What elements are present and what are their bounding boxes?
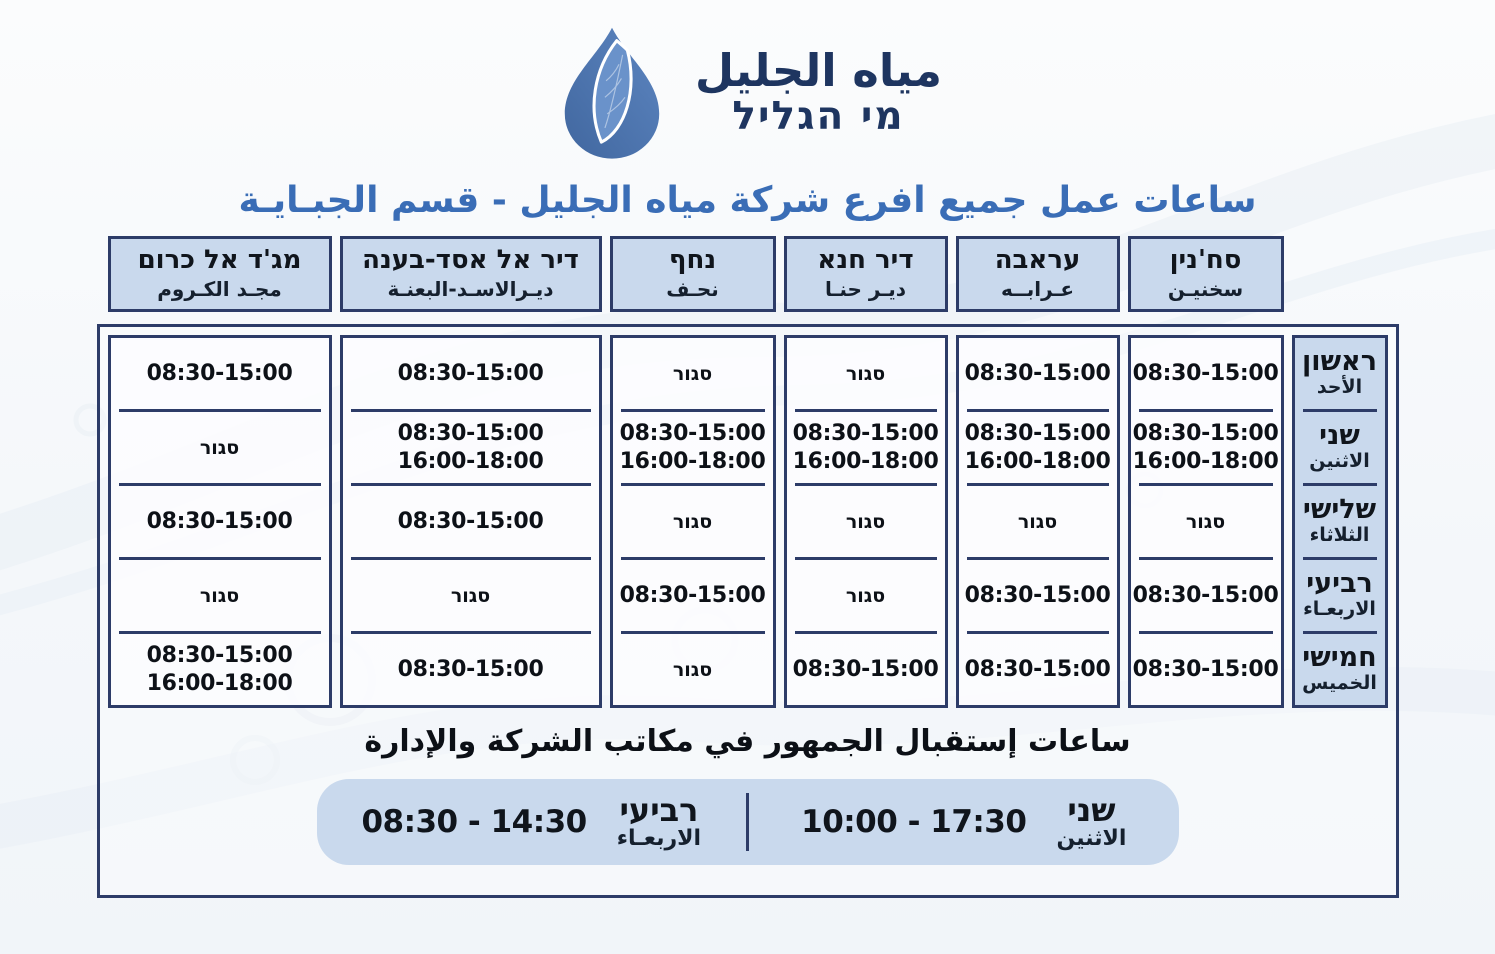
- time-range: 16:00-18:00: [964, 448, 1111, 474]
- time-range: 08:30-15:00: [964, 656, 1111, 682]
- schedule-cell: [787, 560, 945, 631]
- schedule-cell: [111, 634, 329, 705]
- time-range: 08:30-15:00: [146, 642, 293, 668]
- day-label-1: [1295, 412, 1385, 483]
- slot-divider: [746, 793, 749, 851]
- time-range: 08:30-15:00: [1132, 656, 1279, 682]
- logo-text: [695, 45, 942, 140]
- time-range: 08:30-15:00: [964, 582, 1111, 608]
- schedule-cell: [613, 634, 773, 705]
- header-spacer: [1292, 236, 1388, 312]
- closed-label: סגור: [1185, 510, 1226, 533]
- schedule-cell: [613, 560, 773, 631]
- time-range: 16:00-18:00: [619, 448, 766, 474]
- time-range: 08:30-15:00: [792, 656, 939, 682]
- slot-time: 08:30 - 14:30: [361, 804, 587, 840]
- closed-label: סגור: [199, 436, 240, 459]
- logo-title-arabic: مياه الجليل: [694, 43, 943, 97]
- branch-header-row: [97, 236, 1399, 312]
- schedule-outer-box: [97, 324, 1399, 898]
- day-name-hebrew: שלישי: [1302, 493, 1377, 525]
- branch-name-arabic: ديـر حنـا: [825, 276, 906, 301]
- branch-column-1: [956, 335, 1120, 708]
- day-label-3: [1295, 560, 1385, 631]
- slot-day-labels: [1056, 790, 1127, 851]
- time-range: 08:30-15:00: [397, 656, 544, 682]
- schedule-cell: [959, 634, 1117, 705]
- branch-name-arabic: مجـد الكـروم: [157, 276, 282, 301]
- day-label-column: [1292, 335, 1388, 708]
- branch-name-arabic: نحـف: [666, 276, 719, 301]
- day-label-4: [1295, 634, 1385, 705]
- slot-day-labels: [616, 790, 702, 851]
- company-logo: [0, 0, 1495, 160]
- day-name-hebrew: ראשון: [1302, 345, 1377, 377]
- schedule-cell: [111, 412, 329, 483]
- schedule-cell: [787, 338, 945, 409]
- branch-column-0: [1128, 335, 1284, 708]
- day-name-arabic: الاربعـاء: [1303, 598, 1376, 621]
- schedule-cell: [959, 486, 1117, 557]
- time-range: 16:00-18:00: [146, 670, 293, 696]
- time-range: 16:00-18:00: [397, 448, 544, 474]
- reception-section: [108, 708, 1388, 887]
- schedule-cell: [111, 560, 329, 631]
- reception-title: ساعات إستقبال الجمهور في مكاتب الشركة والإدارة: [364, 724, 1131, 759]
- time-range: 08:30-15:00: [964, 360, 1111, 386]
- schedule-cell: [959, 338, 1117, 409]
- day-name-arabic: الأحد: [1316, 376, 1363, 399]
- reception-pill: [317, 779, 1179, 865]
- branch-header-3: [610, 236, 776, 312]
- schedule-cell: [343, 560, 599, 631]
- schedule-cell: [343, 412, 599, 483]
- day-name-arabic: الاثنين: [1309, 450, 1370, 473]
- time-range: 08:30-15:00: [1132, 360, 1279, 386]
- schedule-cell: [613, 338, 773, 409]
- time-range: 08:30-15:00: [397, 508, 544, 534]
- branch-column-2: [784, 335, 948, 708]
- time-range: 08:30-15:00: [397, 420, 544, 446]
- slot-time: 10:00 - 17:30: [801, 804, 1027, 840]
- closed-label: סגור: [199, 584, 240, 607]
- closed-label: סגור: [845, 362, 886, 385]
- time-range: 08:30-15:00: [146, 360, 293, 386]
- schedule-cell: [343, 634, 599, 705]
- day-name-arabic: الثلاثاء: [1309, 524, 1370, 547]
- slot-day-hebrew: שני: [1067, 790, 1116, 829]
- water-drop-leaf-icon: [553, 24, 671, 160]
- slot-day-hebrew: רביעי: [619, 790, 699, 829]
- branch-name-arabic: ديـرالاسـد-البعنـة: [387, 276, 554, 301]
- schedule-cell: [787, 412, 945, 483]
- day-name-hebrew: חמישי: [1302, 641, 1377, 673]
- schedule-cell: [1131, 338, 1281, 409]
- schedule-cell: [613, 486, 773, 557]
- closed-label: סגור: [672, 362, 713, 385]
- time-range: 08:30-15:00: [1132, 420, 1279, 446]
- branch-name-hebrew: סח'נין: [1169, 245, 1242, 276]
- schedule-cell: [343, 338, 599, 409]
- branch-header-2: [784, 236, 948, 312]
- closed-label: סגור: [845, 510, 886, 533]
- time-range: 16:00-18:00: [792, 448, 939, 474]
- schedule-grid: [108, 335, 1388, 708]
- schedule-cell: [111, 338, 329, 409]
- closed-label: סגור: [450, 584, 491, 607]
- branch-name-arabic: عـرابــه: [1000, 276, 1075, 301]
- schedule-cell: [613, 412, 773, 483]
- page-title: ساعات عمل جميع افرع شركة مياه الجليل - قسم الجبـايـة: [238, 180, 1257, 221]
- day-name-arabic: الخميس: [1302, 672, 1377, 695]
- branch-name-arabic: سخنيـن: [1167, 276, 1244, 301]
- schedule-cell: [787, 634, 945, 705]
- closed-label: סגור: [672, 658, 713, 681]
- schedule-cell: [787, 486, 945, 557]
- time-range: 08:30-15:00: [964, 420, 1111, 446]
- day-label-2: [1295, 486, 1385, 557]
- schedule-cell: [1131, 486, 1281, 557]
- schedule-cell: [1131, 412, 1281, 483]
- time-range: 08:30-15:00: [792, 420, 939, 446]
- day-label-0: [1295, 338, 1385, 409]
- branch-name-hebrew: עראבה: [994, 245, 1081, 276]
- day-name-hebrew: רביעי: [1306, 567, 1373, 599]
- branch-name-hebrew: דיר חנא: [817, 245, 914, 276]
- branch-name-hebrew: מג'ד אל כרום: [137, 245, 302, 276]
- time-range: 08:30-15:00: [146, 508, 293, 534]
- schedule-cell: [111, 486, 329, 557]
- branch-header-1: [956, 236, 1120, 312]
- branch-header-5: [108, 236, 332, 312]
- slot-day-arabic: الاثنين: [1056, 825, 1127, 851]
- closed-label: סגור: [845, 584, 886, 607]
- reception-slot-1: [317, 790, 747, 851]
- branch-name-hebrew: דיר אל אסד-בענה: [362, 245, 579, 276]
- branch-column-3: [610, 335, 776, 708]
- schedule-cell: [959, 560, 1117, 631]
- branch-header-0: [1128, 236, 1284, 312]
- branch-header-4: [340, 236, 602, 312]
- time-range: 08:30-15:00: [1132, 582, 1279, 608]
- time-range: 08:30-15:00: [397, 360, 544, 386]
- day-name-hebrew: שני: [1319, 419, 1360, 451]
- schedule-cell: [343, 486, 599, 557]
- logo-title-hebrew: מי הגליל: [732, 94, 905, 140]
- schedule-layout: [97, 236, 1399, 898]
- branch-column-5: [108, 335, 332, 708]
- closed-label: סגור: [672, 510, 713, 533]
- reception-slot-0: [749, 790, 1179, 851]
- time-range: 08:30-15:00: [619, 582, 766, 608]
- time-range: 08:30-15:00: [619, 420, 766, 446]
- closed-label: סגור: [1017, 510, 1058, 533]
- schedule-cell: [1131, 560, 1281, 631]
- schedule-cell: [959, 412, 1117, 483]
- schedule-cell: [1131, 634, 1281, 705]
- branch-name-hebrew: נחף: [668, 245, 717, 276]
- branch-column-4: [340, 335, 602, 708]
- slot-day-arabic: الاربعـاء: [616, 825, 702, 851]
- time-range: 16:00-18:00: [1132, 448, 1279, 474]
